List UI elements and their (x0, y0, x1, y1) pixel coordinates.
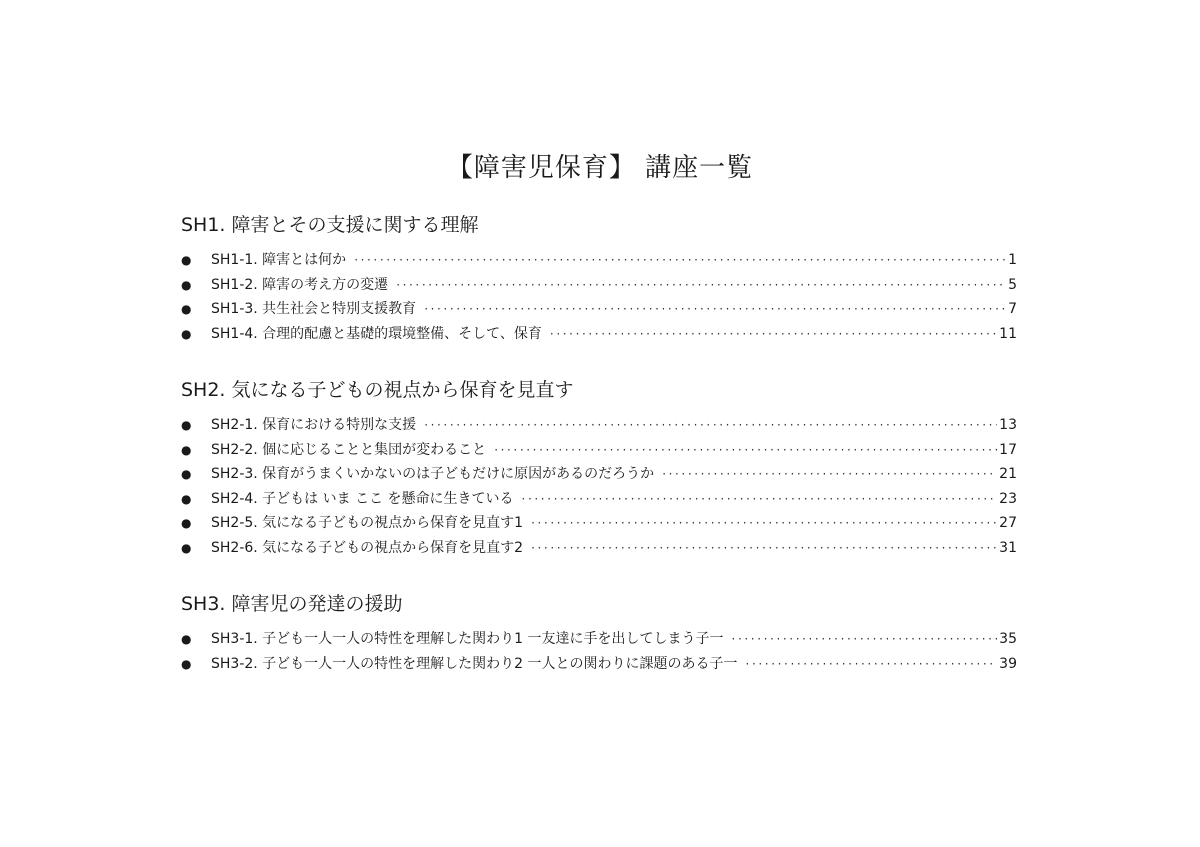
entry-label: SH2-3. 保育がうまくいかないのは子どもだけに原因があるのだろうか (211, 466, 655, 482)
dot-leader (550, 322, 997, 347)
dot-leader (424, 297, 1005, 322)
bullet-icon: ● (181, 253, 192, 267)
dot-leader (662, 462, 997, 487)
toc-entry[interactable] (181, 438, 1017, 463)
entry-label: SH2-6. 気になる子どもの視点から保育を見直す2 (211, 539, 524, 556)
bullet-icon: ● (181, 656, 192, 671)
bullet-icon: ● (181, 632, 192, 646)
bullet-icon: ● (181, 516, 192, 530)
bullet-icon: ● (181, 302, 192, 316)
bullet-icon: ● (181, 442, 192, 457)
bullet-icon: ● (181, 277, 192, 292)
section-heading: SH1. 障害とその支援に関する理解 (181, 214, 479, 236)
dot-leader (531, 511, 997, 536)
dot-leader (354, 248, 1005, 273)
dot-leader (531, 536, 997, 561)
dot-leader (732, 627, 998, 652)
toc-entry[interactable] (181, 511, 1017, 536)
dot-leader (396, 273, 1005, 298)
bullet-icon: ● (181, 491, 192, 506)
bullet-icon: ● (181, 467, 192, 481)
page-number: 13 (999, 417, 1017, 433)
dot-leader (522, 487, 998, 512)
toc-entry[interactable] (181, 462, 1017, 487)
entry-label: SH1-1. 障害とは何か (211, 252, 347, 268)
page-number: 5 (1008, 276, 1017, 293)
section-heading: SH2. 気になる子どもの視点から保育を見直す (181, 379, 574, 401)
toc-entry[interactable] (181, 297, 1017, 322)
page-number: 11 (999, 325, 1017, 342)
toc-entry[interactable] (181, 322, 1017, 347)
bullet-icon: ● (181, 418, 192, 432)
toc-section (181, 589, 1017, 676)
entry-label: SH2-5. 気になる子どもの視点から保育を見直す1 (211, 515, 524, 531)
entry-label: SH1-4. 合理的配慮と基礎的環境整備、そして、保育 (211, 325, 542, 342)
page-number: 39 (999, 655, 1017, 672)
toc-entry[interactable] (181, 627, 1017, 652)
bullet-icon: ● (181, 326, 192, 341)
toc-entry[interactable] (181, 536, 1017, 561)
entry-label: SH2-1. 保育における特別な支援 (211, 417, 417, 433)
table-of-contents (181, 210, 1017, 705)
entry-label: SH3-2. 子ども一人一人の特性を理解した関わり2 一人との関わりに課題のある子一 (211, 655, 738, 672)
entry-label: SH1-3. 共生社会と特別支援教育 (211, 301, 417, 317)
page-number: 27 (999, 515, 1017, 531)
page-number: 7 (1008, 301, 1017, 317)
entry-label: SH2-2. 個に応じることと集団が変わること (211, 441, 487, 458)
toc-entry[interactable] (181, 413, 1017, 438)
dot-leader (746, 652, 998, 677)
toc-entry[interactable] (181, 248, 1017, 273)
page-number: 17 (999, 441, 1017, 458)
page-number: 21 (999, 466, 1017, 482)
bullet-icon: ● (181, 540, 192, 555)
page-number: 35 (999, 631, 1017, 647)
section-heading: SH3. 障害児の発達の援助 (181, 593, 403, 615)
toc-section (181, 210, 1017, 346)
dot-leader (424, 413, 997, 438)
entry-label: SH3-1. 子ども一人一人の特性を理解した関わり1 一友達に手を出してしまう子一 (211, 631, 724, 647)
toc-entry[interactable] (181, 273, 1017, 298)
toc-entry[interactable] (181, 652, 1017, 677)
page-title: 【障害児保育】 講座一覧 (446, 153, 754, 184)
page-number: 1 (1008, 252, 1017, 268)
entry-label: SH2-4. 子どもは いま ここ を懸命に生きている (211, 490, 514, 507)
page-number: 23 (999, 490, 1017, 507)
toc-section (181, 375, 1017, 560)
dot-leader (494, 438, 997, 463)
page-number: 31 (999, 539, 1017, 556)
toc-entry[interactable] (181, 487, 1017, 512)
entry-label: SH1-2. 障害の考え方の変遷 (211, 276, 389, 293)
